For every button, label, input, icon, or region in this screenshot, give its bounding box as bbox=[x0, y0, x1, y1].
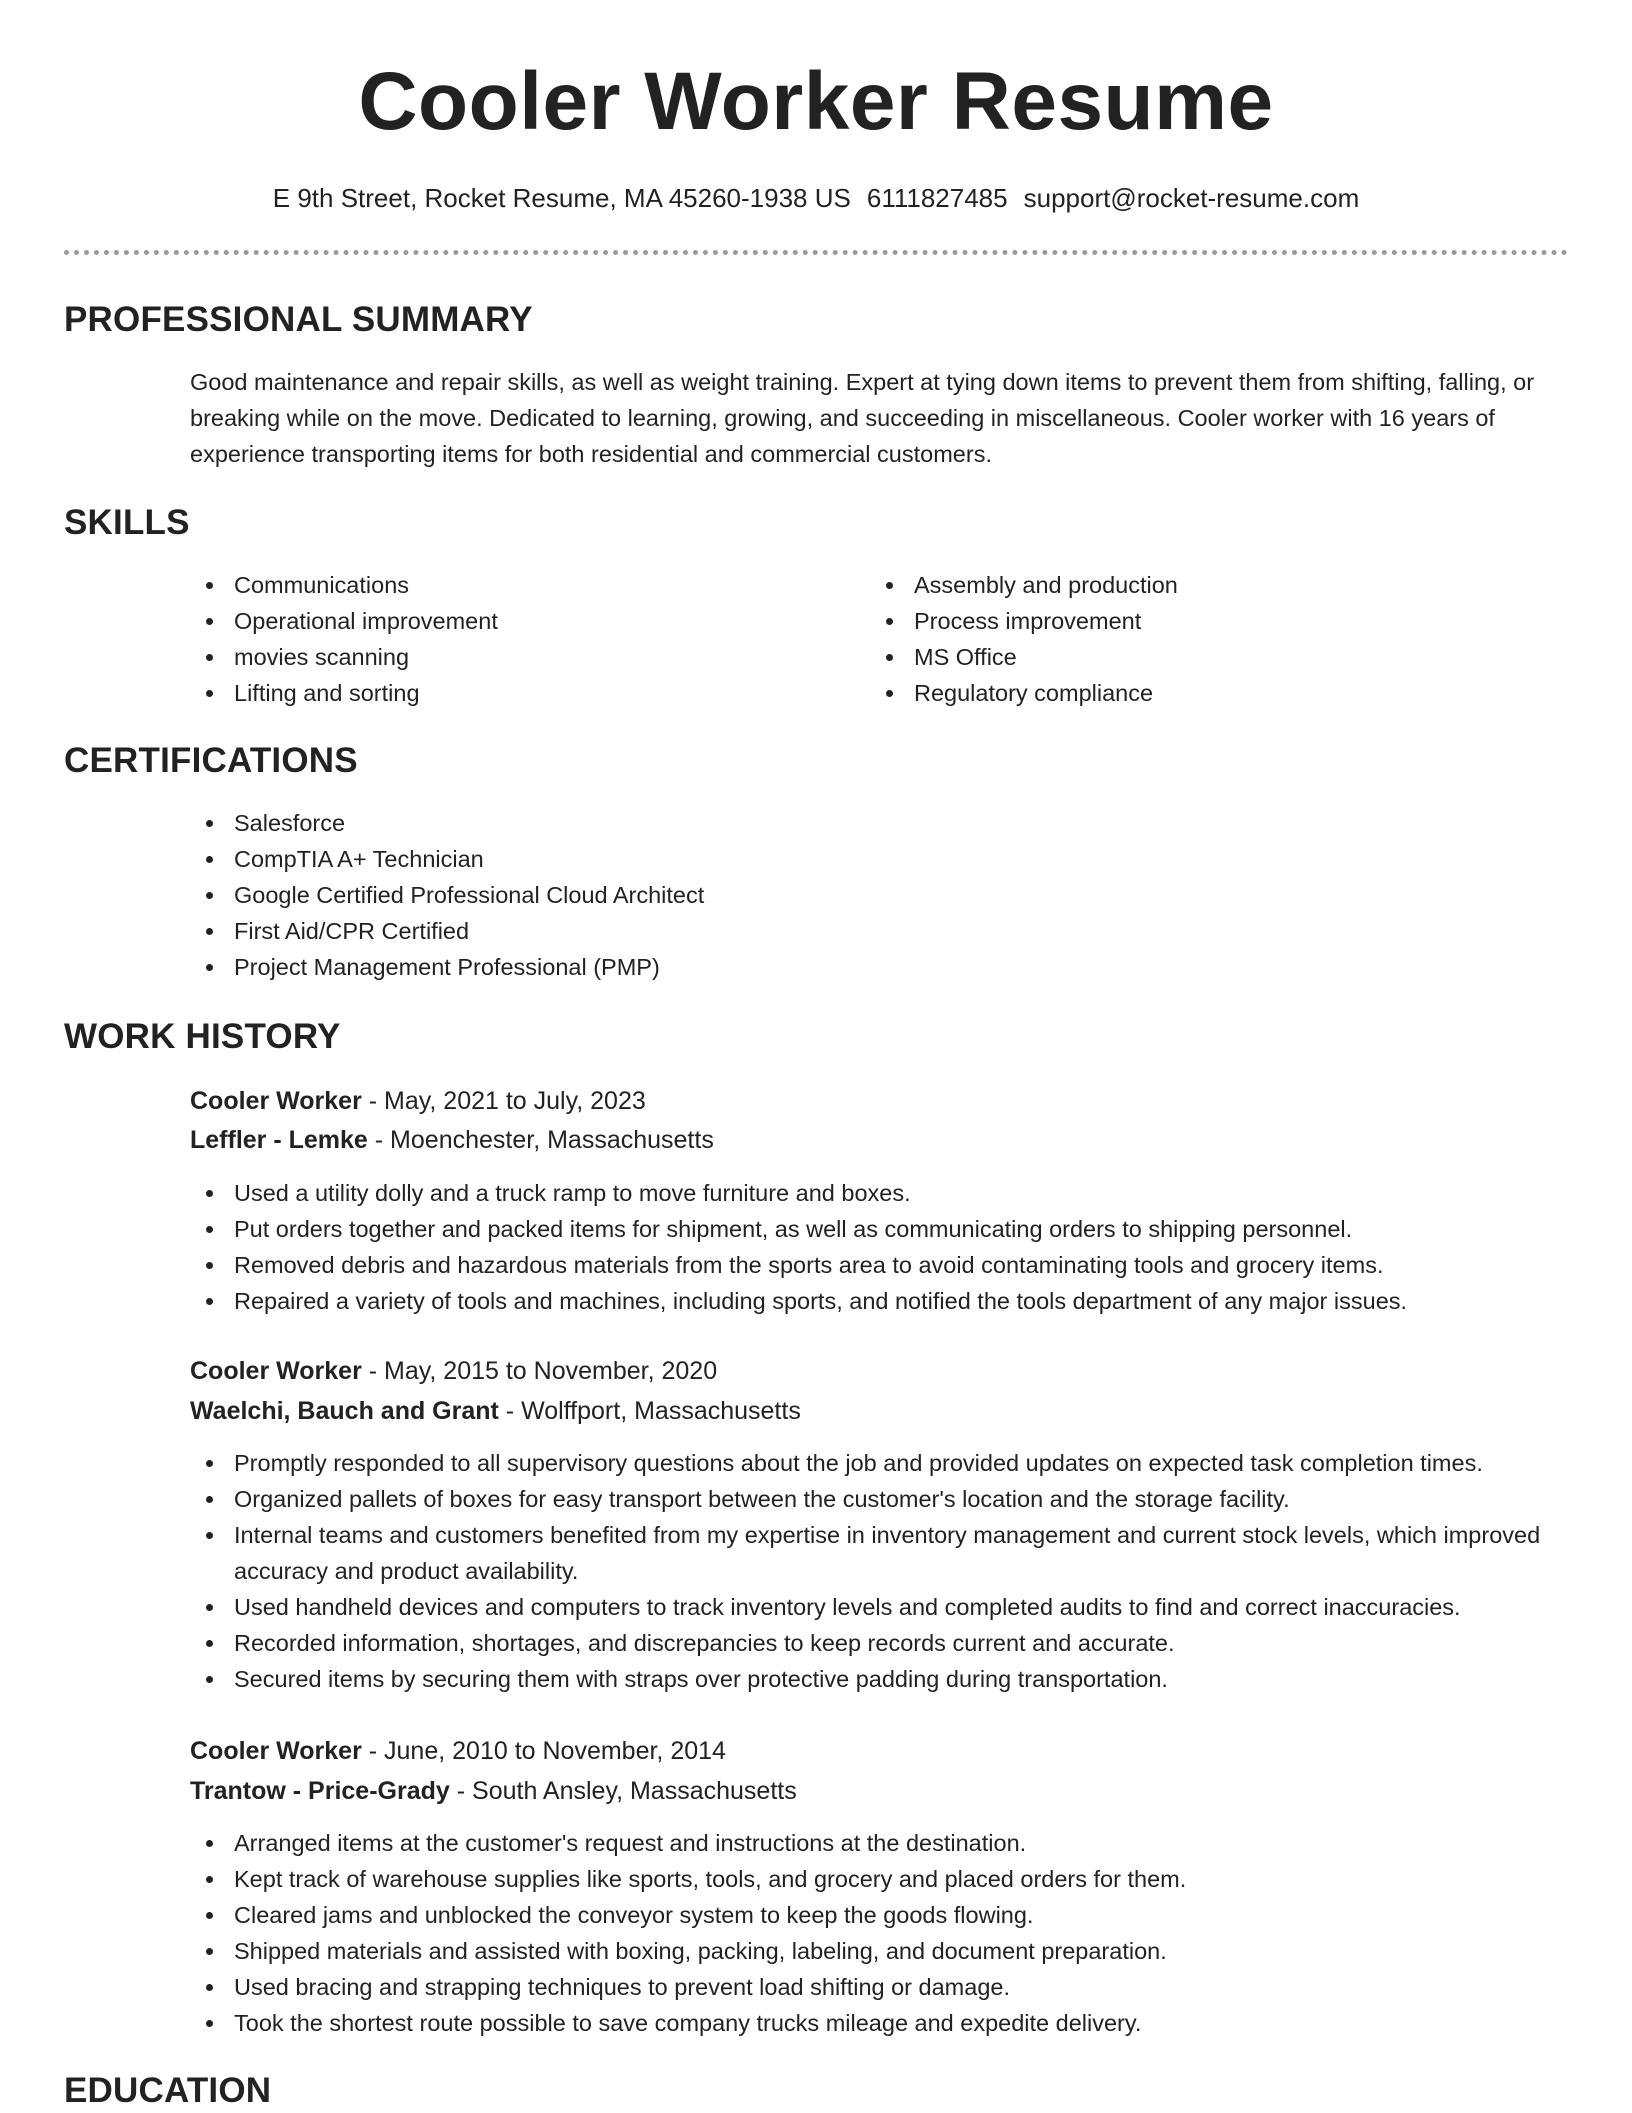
job-bullet: Arranged items at the customer's request and instructions at the destination. bbox=[190, 1825, 1570, 1861]
summary-text: Good maintenance and repair skills, as well as weight training. Expert at tying down items to prevent them from shifting, falling, or breaking while on the move. Dedicated to learning, growing, and succeeding in miscellaneous. Cooler worker with 16 years of experience transporting items for both residential and commercial customers. bbox=[190, 369, 1535, 467]
job-role: Cooler Worker bbox=[190, 1357, 362, 1385]
resume-title: Cooler Worker Resume bbox=[358, 56, 1274, 147]
job-bullet: Used a utility dolly and a truck ramp to move furniture and boxes. bbox=[190, 1175, 1570, 1211]
job-bullet: Repaired a variety of tools and machines, including sports, and notified the tools department of any major issues. bbox=[190, 1283, 1570, 1319]
job-dates: - May, 2015 to November, 2020 bbox=[361, 1357, 718, 1385]
job-bullet: Shipped materials and assisted with boxing, packing, labeling, and document preparation. bbox=[190, 1933, 1570, 1969]
job-location: - Wolffport, Massachusetts bbox=[498, 1397, 801, 1425]
job-bullet: Recorded information, shortages, and discrepancies to keep records current and accurate. bbox=[190, 1625, 1570, 1661]
job-bullets bbox=[190, 1825, 1570, 2041]
certification-item: Project Management Professional (PMP) bbox=[190, 949, 1570, 985]
section-title-education: EDUCATION bbox=[64, 2071, 272, 2110]
job-bullet: Put orders together and packed items for shipment, as well as communicating orders to shipping personnel. bbox=[190, 1211, 1570, 1247]
job-bullet: Kept track of warehouse supplies like sports, tools, and grocery and placed orders for them. bbox=[190, 1861, 1570, 1897]
job-title-line bbox=[190, 1351, 717, 1391]
skill-item: MS Office bbox=[870, 639, 1510, 675]
certification-item: Google Certified Professional Cloud Architect bbox=[190, 877, 1570, 913]
contact-address: E 9th Street, Rocket Resume, MA 45260-1938 US bbox=[272, 183, 851, 213]
job-bullet: Promptly responded to all supervisory questions about the job and provided updates on expected task completion times. bbox=[190, 1445, 1570, 1481]
skill-item: movies scanning bbox=[190, 639, 830, 675]
job-dates: - June, 2010 to November, 2014 bbox=[361, 1737, 726, 1765]
job-bullet: Removed debris and hazardous materials from the sports area to avoid contaminating tools and grocery items. bbox=[190, 1247, 1570, 1283]
section-title-skills: SKILLS bbox=[64, 503, 190, 542]
section-title-summary: PROFESSIONAL SUMMARY bbox=[64, 300, 533, 339]
job-company-line bbox=[190, 1120, 714, 1160]
job-bullet: Internal teams and customers benefited from my expertise in inventory management and current stock levels, which improved accuracy and product availability. bbox=[190, 1517, 1570, 1589]
skills-list-left bbox=[190, 567, 830, 711]
job-role: Cooler Worker bbox=[190, 1737, 362, 1765]
section-title-certifications: CERTIFICATIONS bbox=[64, 741, 358, 780]
job-location: - South Ansley, Massachusetts bbox=[449, 1777, 797, 1805]
skill-item: Operational improvement bbox=[190, 603, 830, 639]
job-bullet: Took the shortest route possible to save company trucks mileage and expedite delivery. bbox=[190, 2005, 1570, 2041]
certification-item: Salesforce bbox=[190, 805, 1570, 841]
skill-item: Regulatory compliance bbox=[870, 675, 1510, 711]
job-company: Leffler - Lemke bbox=[190, 1126, 368, 1154]
job-bullets bbox=[190, 1445, 1570, 1697]
contact-line bbox=[64, 178, 1568, 218]
job-company-line bbox=[190, 1391, 801, 1431]
job-bullet: Organized pallets of boxes for easy transport between the customer's location and the storage facility. bbox=[190, 1481, 1570, 1517]
skills-list-right bbox=[870, 567, 1510, 711]
section-title-work-history: WORK HISTORY bbox=[64, 1017, 341, 1056]
job-bullet: Used handheld devices and computers to track inventory levels and completed audits to find and correct inaccuracies. bbox=[190, 1589, 1570, 1625]
job-title-line bbox=[190, 1081, 646, 1121]
job-location: - Moenchester, Massachusetts bbox=[367, 1126, 714, 1154]
job-bullet: Used bracing and strapping techniques to prevent load shifting or damage. bbox=[190, 1969, 1570, 2005]
job-bullets bbox=[190, 1175, 1570, 1319]
header-divider bbox=[64, 250, 1568, 255]
job-company: Waelchi, Bauch and Grant bbox=[190, 1397, 499, 1425]
job-role: Cooler Worker bbox=[190, 1087, 362, 1115]
certifications-list bbox=[190, 805, 1570, 985]
skill-item: Lifting and sorting bbox=[190, 675, 830, 711]
job-bullet: Cleared jams and unblocked the conveyor system to keep the goods flowing. bbox=[190, 1897, 1570, 1933]
skill-item: Process improvement bbox=[870, 603, 1510, 639]
contact-email: support@rocket-resume.com bbox=[1023, 183, 1360, 213]
skill-item: Assembly and production bbox=[870, 567, 1510, 603]
certification-item: CompTIA A+ Technician bbox=[190, 841, 1570, 877]
contact-phone: 6111827485 bbox=[866, 183, 1008, 213]
job-title-line bbox=[190, 1731, 726, 1771]
certification-item: First Aid/CPR Certified bbox=[190, 913, 1570, 949]
job-company: Trantow - Price-Grady bbox=[190, 1777, 450, 1805]
skill-item: Communications bbox=[190, 567, 830, 603]
job-company-line bbox=[190, 1771, 797, 1811]
job-bullet: Secured items by securing them with straps over protective padding during transportation. bbox=[190, 1661, 1570, 1697]
job-dates: - May, 2021 to July, 2023 bbox=[361, 1087, 646, 1115]
